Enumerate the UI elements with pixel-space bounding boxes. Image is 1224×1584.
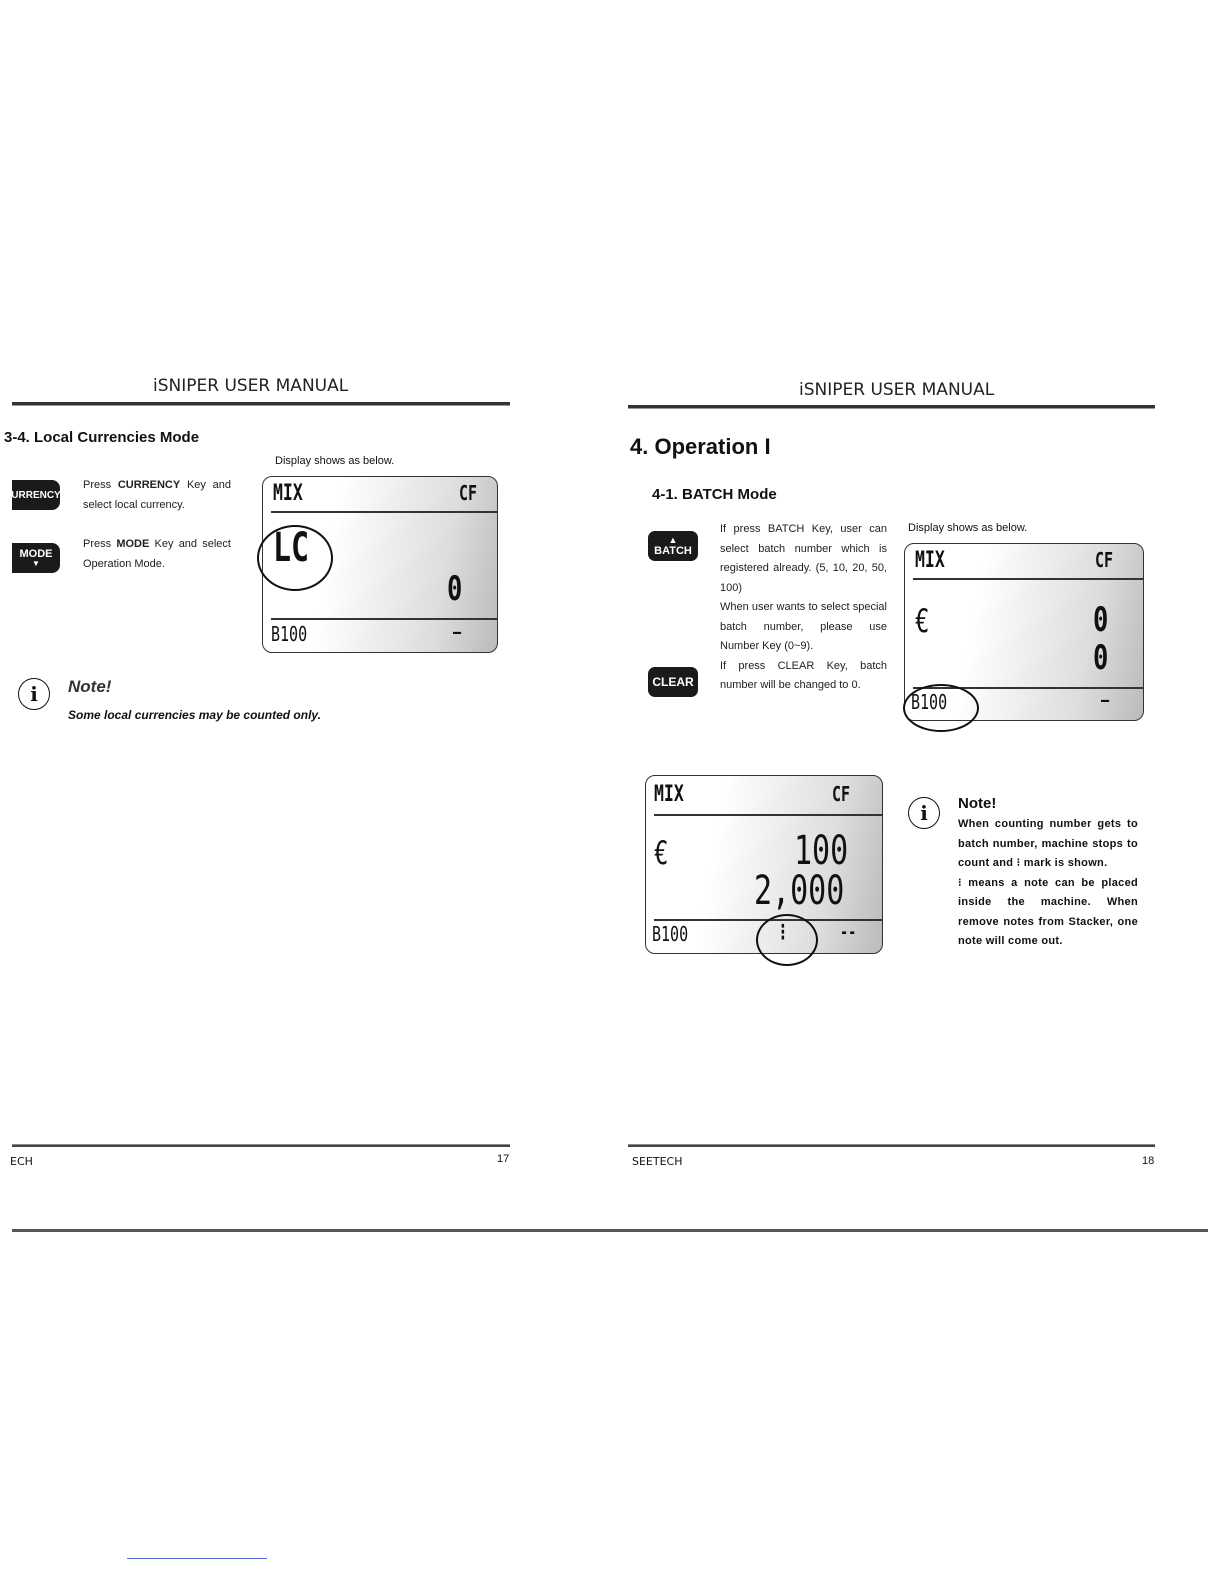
text: Press <box>83 538 117 550</box>
page-number: 17 <box>497 1153 510 1165</box>
mode-key-label: MODE <box>19 548 53 560</box>
mode-instruction <box>83 535 231 574</box>
divider <box>913 578 1143 580</box>
euro-icon: € <box>654 834 669 872</box>
link-underline <box>127 1558 267 1559</box>
text: Key and select Operation Mode. <box>83 538 231 570</box>
key-name: MODE <box>116 538 150 550</box>
info-icon: i <box>18 678 50 710</box>
divider <box>271 511 497 513</box>
clear-key-label: CLEAR <box>652 675 694 689</box>
chapter-title: 4. Operation I <box>630 434 771 459</box>
key-name: CURRENCY <box>117 479 181 491</box>
batch-indicator: B100 <box>911 690 948 714</box>
section-title: 4-1. BATCH Mode <box>652 486 777 503</box>
batch-indicator: B100 <box>652 922 689 946</box>
count-value: 0 <box>447 569 463 609</box>
batch-key-icon <box>648 531 698 561</box>
text: Press <box>83 479 118 491</box>
batch-instructions <box>720 520 887 696</box>
header-rule <box>12 402 510 406</box>
info-icon: i <box>908 797 940 829</box>
up-arrow-icon: ▲ <box>668 534 678 545</box>
cf-indicator: CF <box>459 481 478 505</box>
page-number: 18 <box>1142 1155 1155 1167</box>
clear-key-icon <box>648 667 698 697</box>
special-batch-instruction: When user wants to select special batch number, please use Number Key (0~9). <box>720 601 887 652</box>
mode-key-icon <box>12 543 60 573</box>
note-title: Note! <box>68 677 112 696</box>
mode-indicator: MIX <box>915 548 945 573</box>
lcd-display-batch-reached <box>645 775 883 954</box>
amount-value: 0 <box>1093 638 1109 678</box>
display-caption: Display shows as below. <box>908 522 1028 534</box>
batch-instruction: If press BATCH Key, user can select batch number which is registered already. (5, 10, 20, 50, 100) <box>720 523 887 594</box>
stacker-mark-icon: ⁝ <box>780 918 786 946</box>
note-paragraph: When counting number gets to batch number, machine stops to count and ⁝ mark is shown. <box>958 818 1138 869</box>
section-title: 3-4. Local Currencies Mode <box>4 429 200 446</box>
count-value: 100 <box>794 828 849 874</box>
footer-brand: SEETECH <box>632 1155 683 1168</box>
currency-key-label: URRENCY <box>11 489 61 501</box>
header-rule <box>628 405 1155 409</box>
clear-instruction: If press CLEAR Key, batch number will be changed to 0. <box>720 659 887 691</box>
footer-brand: ECH <box>10 1155 33 1168</box>
batch-key-label: BATCH <box>654 544 692 557</box>
dash-indicator: -- <box>840 922 857 943</box>
dash-indicator: — <box>453 622 462 643</box>
lcd-display <box>262 476 498 653</box>
highlight-circle <box>257 525 333 591</box>
note-paragraph: ⁝ means a note can be placed inside the machine. When remove notes from Stacker, one note will come out. <box>958 876 1138 947</box>
amount-value: 2,000 <box>754 868 845 914</box>
euro-icon: € <box>915 602 930 640</box>
divider <box>654 814 882 816</box>
note-title: Note! <box>958 795 997 812</box>
mode-indicator: MIX <box>273 481 303 506</box>
batch-indicator: B100 <box>271 622 308 646</box>
display-caption: Display shows as below. <box>275 455 395 467</box>
divider <box>271 618 497 620</box>
left-header-title: iSNIPER USER MANUAL <box>153 376 349 396</box>
highlight-circle <box>756 914 818 966</box>
mode-indicator: MIX <box>654 782 684 807</box>
right-header-title: iSNIPER USER MANUAL <box>799 380 995 400</box>
currency-key-icon <box>12 480 60 510</box>
dash-indicator: — <box>1101 690 1110 711</box>
text: Key and select local currency. <box>83 479 231 511</box>
highlight-circle <box>903 684 979 732</box>
lcd-display-batch <box>904 543 1144 721</box>
footer-rule <box>12 1144 510 1147</box>
note-text <box>958 815 1138 952</box>
down-arrow-icon: ▼ <box>32 559 40 568</box>
currency-indicator: LC <box>273 525 310 571</box>
currency-instruction <box>83 476 231 515</box>
cf-indicator: CF <box>1095 548 1114 572</box>
footer-rule <box>628 1144 1155 1147</box>
count-value: 0 <box>1093 600 1109 640</box>
scan-edge-line <box>12 1229 1208 1232</box>
cf-indicator: CF <box>832 782 851 806</box>
note-text: Some local currencies may be counted only. <box>68 708 321 722</box>
